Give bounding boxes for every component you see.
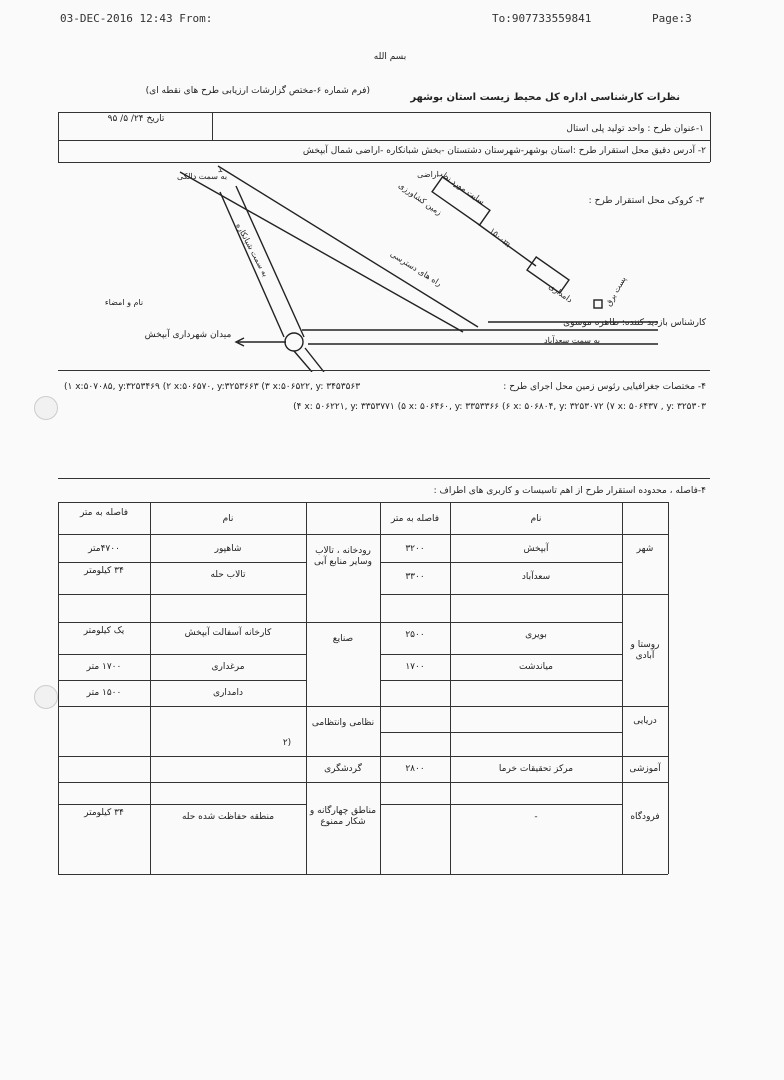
category-city: شهر <box>636 544 654 554</box>
square-label: میدان شهرداری آبپخش <box>144 330 232 340</box>
form-right-border <box>710 112 711 162</box>
distances-label: ۴-فاصله ، محدوده استقرار طرح از اهم تاسیسات و کاربری های اطراف : <box>433 486 706 496</box>
fax-datetime: 03-DEC-2016 12:43 From: <box>60 12 213 25</box>
coords-top-border <box>58 370 710 371</box>
table-row: ۲۵۰۰ <box>405 630 425 640</box>
power-label: پست برق <box>603 274 628 308</box>
category-water: رودخانه ، تالاب وسایر منابع آبی <box>314 546 372 567</box>
table-row: مرکز تحقیقات خرما <box>498 764 574 774</box>
category-tourism: گردشگری <box>324 764 362 774</box>
category-airport: فرودگاه <box>630 812 660 822</box>
table-row: ۱۷۰۰ <box>405 662 425 672</box>
road-label-saadabad: به سمت سعدآباد <box>544 336 600 345</box>
table-row: - <box>534 812 538 822</box>
table-row: تالاب حله <box>210 570 246 580</box>
table-note: (۲ <box>282 738 292 748</box>
expert-name: کارشناس بازدید کننده: طاهره موسوی <box>563 318 706 328</box>
table-row: بویری <box>525 630 547 640</box>
road-label-main: راه های دسترسی <box>388 249 444 289</box>
category-protected-areas: مناطق چهارگانه و شکار ممنوع <box>309 806 377 827</box>
right-distance-header: فاصله به متر <box>390 514 440 524</box>
table-row: شاهپور <box>214 544 242 554</box>
table-row: ۴۷۰۰متر <box>88 544 120 554</box>
left-distance-header: فاصله به متر <box>79 508 129 518</box>
fax-page-number: Page:3 <box>652 12 692 25</box>
sketch-label: ۳- کروکی محل استقرار طرح : <box>588 196 704 206</box>
table-row: ۱۵۰۰ متر <box>86 688 122 698</box>
table-row: ۲۸۰۰ <box>405 764 425 774</box>
punch-hole-bottom <box>34 685 58 709</box>
table-row: میاندشت <box>519 662 553 672</box>
coords-line1: (۱ x:۵۰۷۰۸۵, y:۳۲۵۳۴۶۹ (۲ x:۵۰۶۵۷۰, y:۳۲۵۳۶۶۳ (۳ x:۵۰۶۵۲۲, y: ۳۴۵۳۵۶۳ <box>64 382 361 392</box>
category-military: نظامی وانتظامی <box>311 718 375 728</box>
category-education: آموزشی <box>629 764 661 774</box>
category-industry: صنایع <box>332 634 354 644</box>
table-row: ۳۴ کیلومتر <box>84 566 124 576</box>
table-row: سعدآباد <box>521 572 551 582</box>
left-name-header: نام <box>222 514 234 524</box>
table-row: مرغداری <box>211 662 245 672</box>
right-name-header: نام <box>530 514 542 524</box>
coords-bottom-border <box>58 478 710 479</box>
project-address: ۲- آدرس دقیق محل استقرار طرح :استان بوشهر-شهرستان دشتستان -بخش شبانکاره -اراضی شمال آبپخش <box>302 146 706 156</box>
project-title: ۱-عنوان طرح : واحد تولید پلی استال <box>566 124 704 134</box>
date-divider <box>212 112 213 140</box>
dalaki-mark: ﺪ <box>218 165 223 174</box>
table-row: ۳۲۰۰ <box>405 544 425 554</box>
table-row: منطقه حفاظت شده حله <box>181 812 275 822</box>
table-row: یک کیلومتر <box>83 626 125 636</box>
site-label: سایت مورد نظر <box>437 168 487 207</box>
road-label-dalaki: به سمت دالکی <box>176 172 228 181</box>
road-label-shabankare: به سمت شبانکاره <box>234 221 271 279</box>
punch-hole-top <box>34 396 58 420</box>
form-row1-border <box>58 140 710 141</box>
form-left-border <box>58 112 59 162</box>
livestock-label: دامداری <box>547 281 575 305</box>
page-subtitle: (فرم شماره ۶-مختص گزارشات ارزیابی طرح های نقطه ای) <box>145 86 370 96</box>
table-row: کارخانه آسفالت آبپخش <box>184 628 272 638</box>
table-row: ۳۴ کیلومتر <box>84 808 124 818</box>
distance-label: ۱۵۰۰m <box>487 226 513 250</box>
farmland-label: زمین کشاورزی <box>396 180 444 218</box>
project-date: تاریخ ۲۴/ ۵/ ۹۵ <box>107 114 165 124</box>
fax-to-number: To:907733559841 <box>492 12 592 25</box>
coords-line2: (۴ x: ۵۰۶۲۲۱, y: ۳۳۵۳۷۷۱ (۵ x: ۵۰۶۴۶۰, y: ۳۳۵۳۳۶۶ (۶ x: ۵۰۶۸۰۴, y: ۳۲۵۳۰۷۲ (۷ x: ۵۰۶۴۳۷ , y: ۳۲۵۳۰۳ <box>293 402 706 412</box>
category-village: روستا و آبادی <box>630 640 660 661</box>
table-row: ۱۷۰۰ متر <box>86 662 122 672</box>
land-label: اراضی <box>417 170 439 179</box>
table-row: آبپخش <box>523 544 549 554</box>
signature-label: نام و امضاء <box>104 298 144 307</box>
bismillah: بسم الله <box>373 52 407 62</box>
page-title: نظرات کارشناسی اداره کل محیط زیست استان بوشهر <box>410 92 680 103</box>
location-sketch <box>58 162 710 372</box>
coords-label: ۴- مختصات جغرافیایی رئوس زمین محل اجرای طرح : <box>503 382 706 392</box>
form-top-border <box>58 112 710 113</box>
category-marine: دریایی <box>633 716 657 726</box>
table-row: ۳۳۰۰ <box>405 572 425 582</box>
table-row: دامداری <box>213 688 243 698</box>
